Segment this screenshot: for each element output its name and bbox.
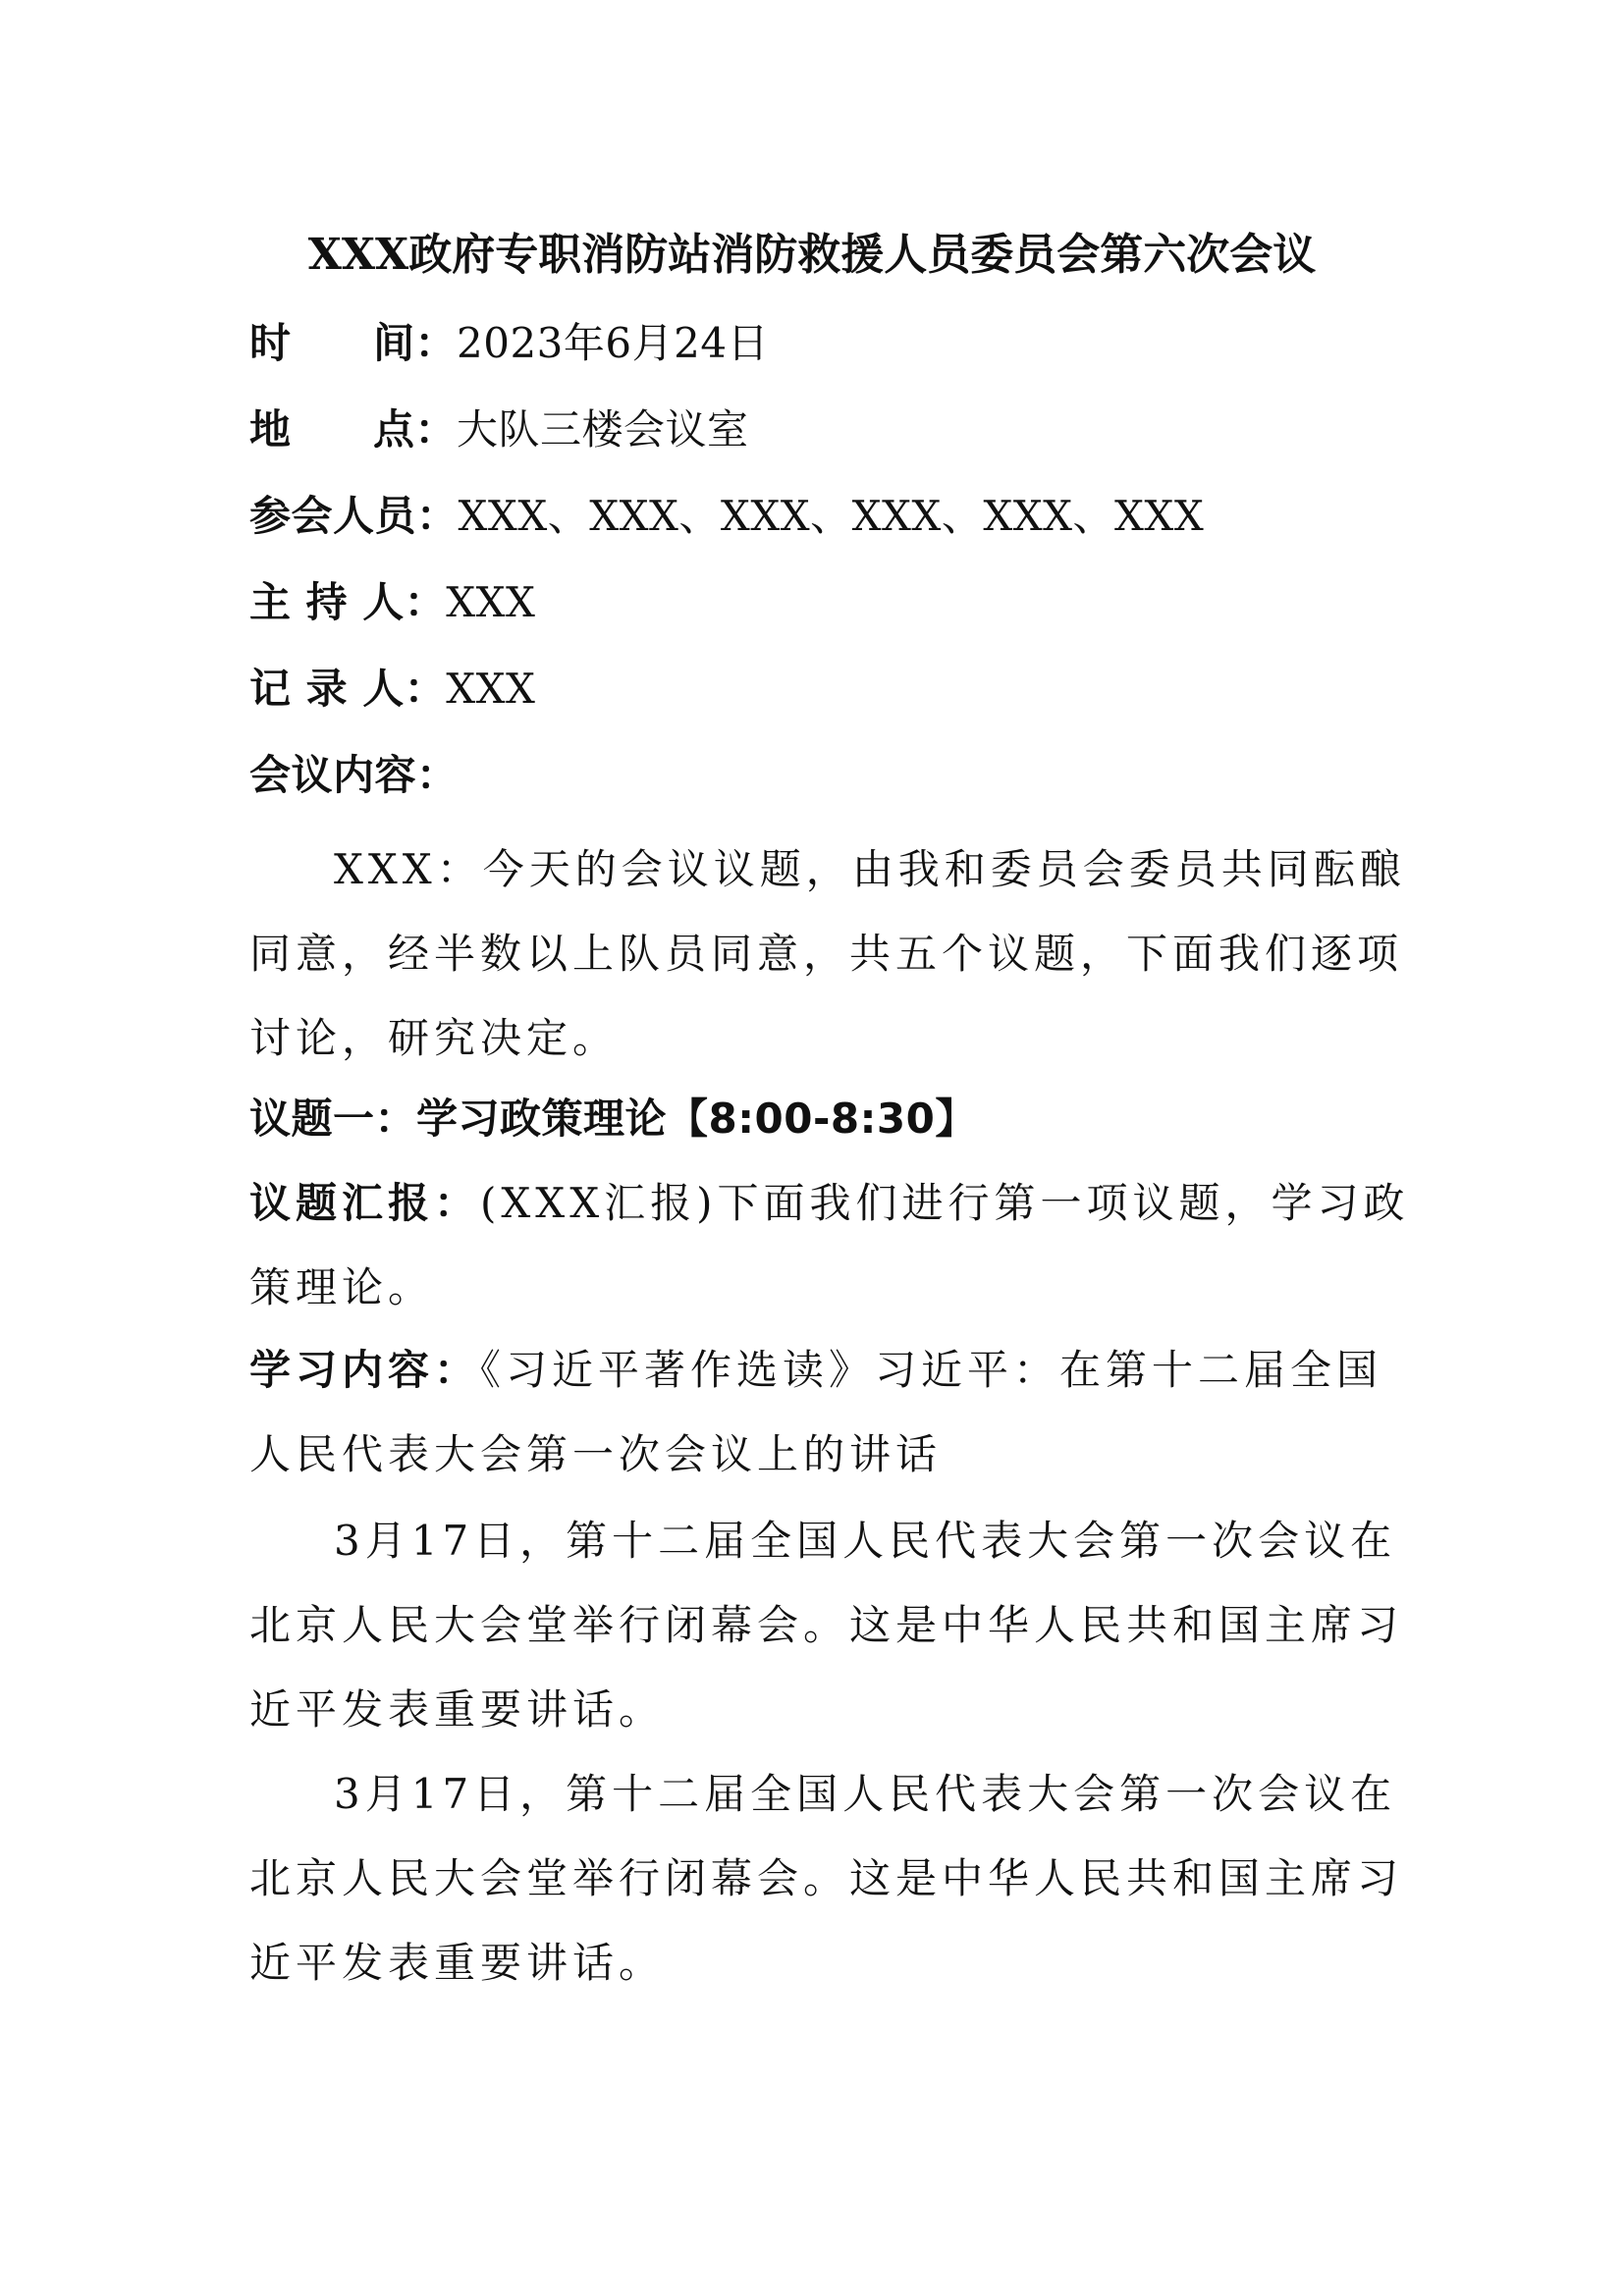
time-row (249, 314, 769, 373)
time-label-first: 时 (249, 319, 292, 367)
intro-line-1: XXX：今天的会议议题，由我和委员会委员共同酝酿 (334, 845, 1406, 893)
place-row (249, 400, 749, 459)
recorder-value: XXX (446, 665, 536, 713)
report-label: 议题汇报： (249, 1179, 481, 1227)
recorder-row (249, 660, 535, 719)
paragraph-1-line-3: 近平发表重要讲话。 (249, 1685, 666, 1734)
intro-line-3: 讨论，研究决定。 (249, 1014, 620, 1062)
recorder-label: 记 录 人： (249, 665, 447, 713)
study-line-1 (249, 1341, 1382, 1400)
attendees-value: XXX、XXX、XXX、XXX、XXX、XXX (458, 492, 1205, 540)
paragraph-2-line-2: 北京人民大会堂举行闭幕会。这是中华人民共和国主席习 (249, 1854, 1404, 1902)
report-text-1: (XXX汇报)下面我们进行第一项议题，学习政 (480, 1179, 1410, 1227)
attendees-row (249, 487, 1204, 546)
place-label-first: 地 (249, 405, 292, 454)
host-row (249, 573, 535, 632)
study-label: 学习内容： (249, 1346, 481, 1394)
document-title: XXX政府专职消防站消防救援人员委员会第六次会议 (307, 230, 1317, 280)
host-label: 主 持 人： (249, 578, 447, 626)
paragraph-1-line-2: 北京人民大会堂举行闭幕会。这是中华人民共和国主席习 (249, 1601, 1404, 1649)
report-line-1 (249, 1174, 1410, 1233)
intro-line-2: 同意，经半数以上队员同意，共五个议题，下面我们逐项 (249, 930, 1404, 978)
place-label-second: 点： (373, 405, 458, 454)
content-label: 会议内容： (249, 751, 459, 799)
attendees-label: 参会人员： (249, 492, 459, 540)
study-line-2: 人民代表大会第一次会议上的讲话 (249, 1430, 943, 1478)
study-text-1: 《习近平著作选读》习近平：在第十二届全国 (480, 1346, 1383, 1394)
topic1-heading: 议题一：学习政策理论【8:00-8:30】 (249, 1095, 977, 1143)
paragraph-2-line-1: 3月17日，第十二届全国人民代表大会第一次会议在 (334, 1770, 1397, 1818)
time-value: 2023年6月24日 (457, 319, 770, 367)
host-value: XXX (446, 578, 536, 626)
report-line-2: 策理论。 (249, 1263, 435, 1311)
paragraph-1-line-1: 3月17日，第十二届全国人民代表大会第一次会议在 (334, 1517, 1397, 1565)
time-label-second: 间： (373, 319, 458, 367)
place-value: 大队三楼会议室 (457, 405, 749, 454)
paragraph-2-line-3: 近平发表重要讲话。 (249, 1939, 666, 1987)
